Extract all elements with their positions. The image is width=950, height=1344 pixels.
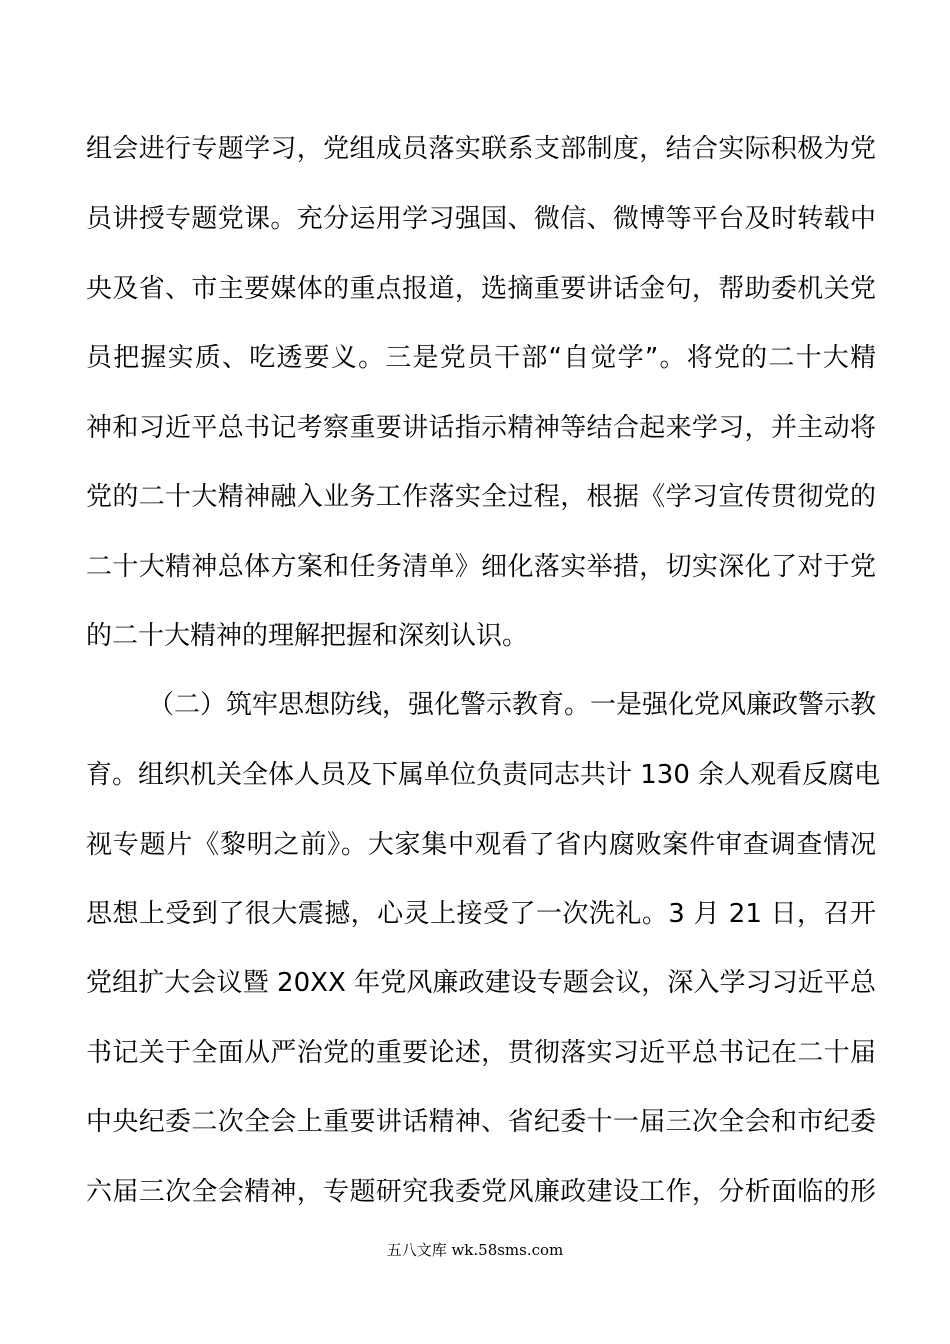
body-text-line: 育。组织机关全体人员及下属单位负责同志共计 130 余人观看反腐电	[86, 760, 881, 790]
body-text-line: 六届三次全会精神，专题研究我委党风廉政建设工作，分析面临的形	[86, 1177, 876, 1207]
body-text-line: 中央纪委二次全会上重要讲话精神、省纪委十一届三次全会和市纪委	[86, 1107, 876, 1137]
body-text-line: 党组扩大会议暨 20XX 年党风廉政建设专题会议，深入学习习近平总	[86, 968, 876, 998]
body-text-line: 二十大精神总体方案和任务清单》细化落实举措，切实深化了对于党	[86, 552, 876, 582]
footer-watermark: 五八文库 wk.58sms.com	[386, 1241, 564, 1259]
section-heading-line: （二）筑牢思想防线，强化警示教育。一是强化党风廉政警示教	[148, 690, 877, 720]
body-text-line: 央及省、市主要媒体的重点报道，选摘重要讲话金句，帮助委机关党	[86, 274, 876, 304]
body-text-line: 视专题片《黎明之前》。大家集中观看了省内腐败案件审查调查情况	[86, 830, 876, 860]
body-text-line: 的二十大精神的理解把握和深刻认识。	[86, 621, 529, 651]
body-text-line: 神和习近平总书记考察重要讲话指示精神等结合起来学习，并主动将	[86, 413, 876, 443]
body-text-line: 书记关于全面从严治党的重要论述，贯彻落实习近平总书记在二十届	[86, 1038, 876, 1068]
body-text-line: 思想上受到了很大震撼，心灵上接受了一次洗礼。3 月 21 日，召开	[86, 899, 876, 929]
body-text-line: 员讲授专题党课。充分运用学习强国、微信、微博等平台及时转载中	[86, 204, 876, 234]
body-text-line: 员把握实质、吃透要义。三是党员干部“自觉学”。将党的二十大精	[86, 343, 876, 373]
body-text-line: 组会进行专题学习，党组成员落实联系支部制度，结合实际积极为党	[86, 134, 876, 164]
body-text-line: 党的二十大精神融入业务工作落实全过程，根据《学习宣传贯彻党的	[86, 482, 876, 512]
